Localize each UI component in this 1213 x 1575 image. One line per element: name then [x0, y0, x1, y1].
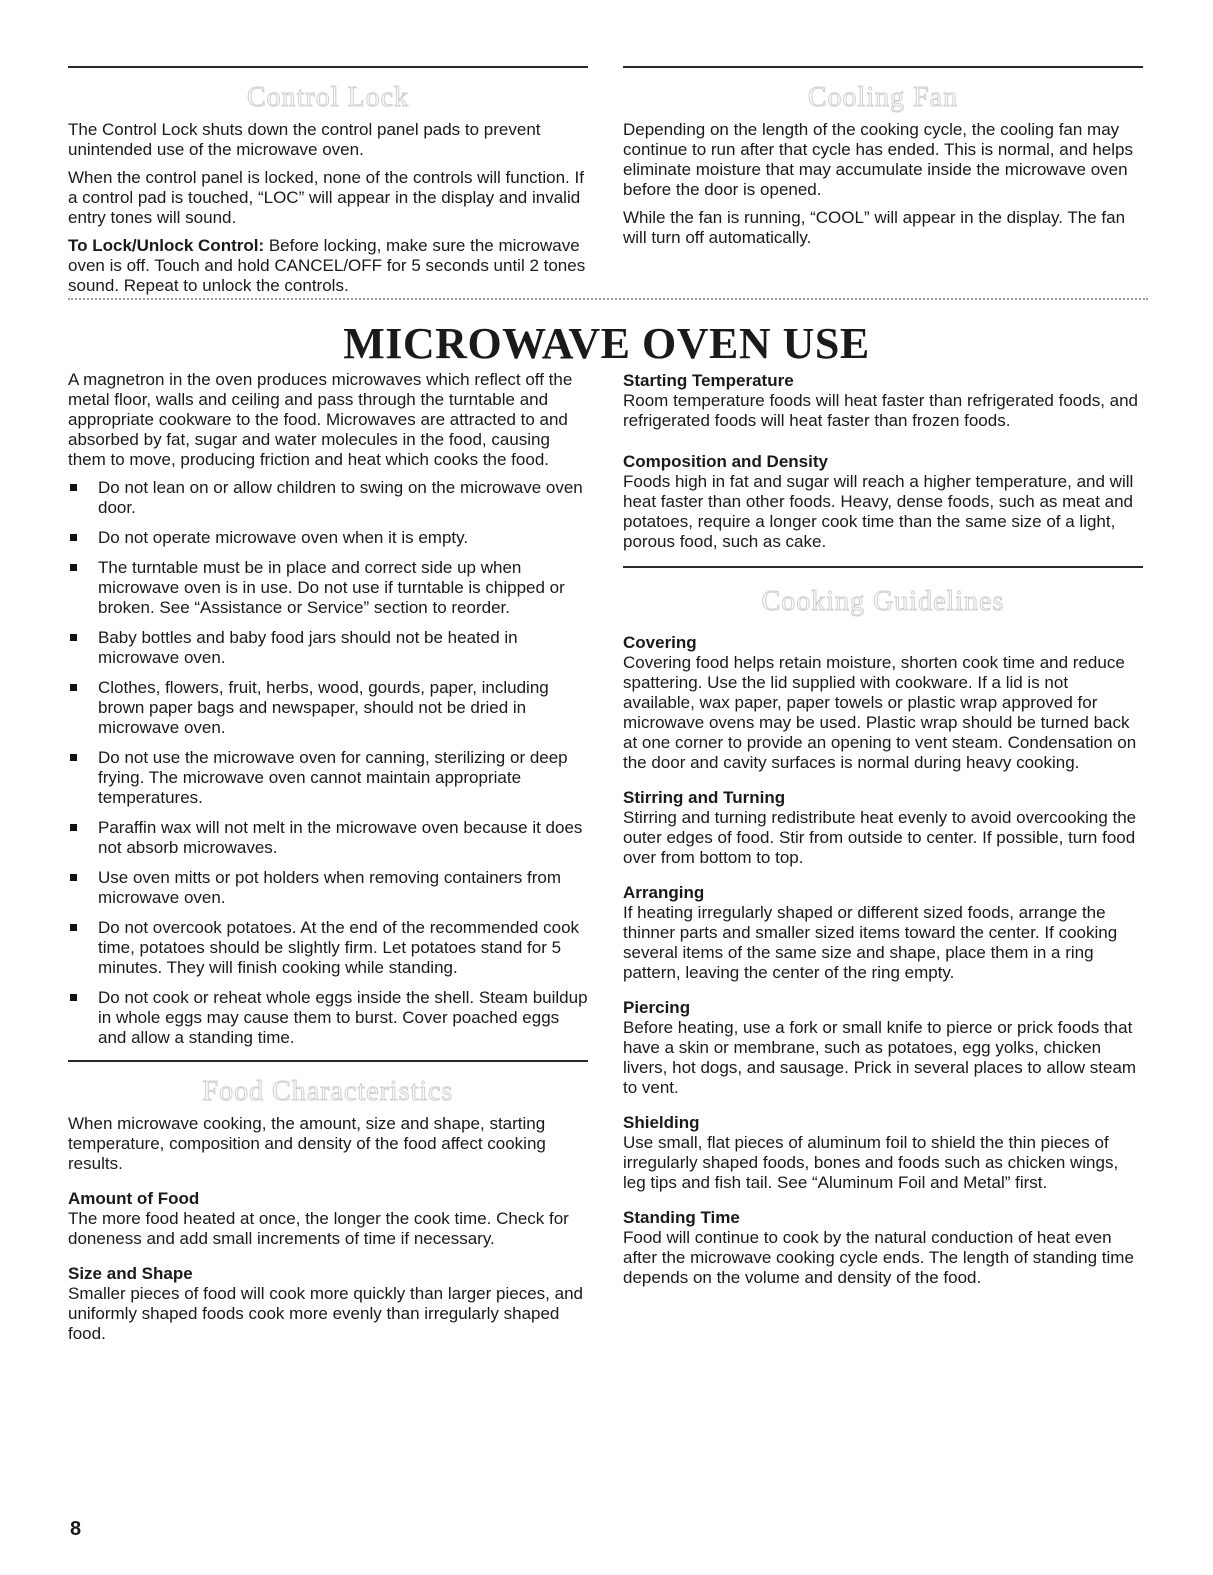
bullet-icon	[70, 924, 77, 931]
cooling-fan-section	[623, 66, 1143, 256]
amount-of-food-text: The more food heated at once, the longer the cook time. Check for doneness and add small increments of time if necessary.	[68, 1209, 569, 1248]
bullet-icon	[70, 534, 77, 541]
safety-list	[68, 478, 588, 1048]
amount-of-food-title: Amount of Food	[68, 1189, 200, 1208]
list-item-text: Do not operate microwave oven when it is empty.	[98, 528, 469, 547]
covering-title: Covering	[623, 633, 697, 652]
list-item-text: Baby bottles and baby food jars should not be heated in microwave oven.	[98, 628, 518, 667]
shielding-title: Shielding	[623, 1113, 700, 1132]
control-lock-paragraph: The Control Lock shuts down the control panel pads to prevent unintended use of the microwave oven.	[68, 120, 541, 159]
shielding-block	[623, 1112, 1143, 1193]
section-rule	[623, 566, 1143, 568]
piercing-title: Piercing	[623, 998, 691, 1017]
starting-temperature-text: Room temperature foods will heat faster than refrigerated foods, and refrigerated foods will heat faster than frozen foods.	[623, 391, 1139, 430]
lock-unlock-instructions	[68, 236, 588, 296]
stirring-turning-block	[623, 787, 1143, 868]
page-number: 8	[70, 1518, 82, 1540]
right-column	[623, 370, 1143, 1302]
list-item	[68, 628, 588, 668]
control-lock-heading: Control Lock	[246, 82, 410, 113]
list-item-text: Do not use the microwave oven for canning, sterilizing or deep frying. The microwave oven cannot maintain appropriate temperatures.	[98, 748, 568, 807]
cooling-fan-paragraph: Depending on the length of the cooking cycle, the cooling fan may continue to run after that cycle has ended. This is normal, and helps eliminate moisture that may accumulate inside the microwave oven before the door is opened.	[623, 120, 1133, 199]
composition-density-block	[623, 451, 1143, 552]
list-item	[68, 868, 588, 908]
standing-time-title: Standing Time	[623, 1208, 740, 1227]
list-item	[68, 748, 588, 808]
starting-temperature-block	[623, 370, 1143, 431]
size-shape-text: Smaller pieces of food will cook more quickly than larger pieces, and uniformly shaped foods cook more evenly than irregularly shaped food.	[68, 1284, 583, 1343]
list-item-text: Use oven mitts or pot holders when removing containers from microwave oven.	[98, 868, 561, 907]
cooking-guidelines-heading: Cooking Guidelines	[761, 586, 1005, 617]
size-shape-block	[68, 1263, 588, 1344]
list-item	[68, 478, 588, 518]
bullet-icon	[70, 484, 77, 491]
list-item	[68, 528, 588, 548]
bullet-icon	[70, 754, 77, 761]
control-lock-paragraph: When the control panel is locked, none of the controls will function. If a control pad is touched, “LOC” will appear in the display and invalid entry tones will sound.	[68, 168, 584, 227]
list-item-text: Paraffin wax will not melt in the microwave oven because it does not absorb microwaves.	[98, 818, 583, 857]
standing-time-block	[623, 1207, 1143, 1288]
bullet-icon	[70, 874, 77, 881]
food-characteristics-intro: When microwave cooking, the amount, size and shape, starting temperature, composition and density of the food affect cooking results.	[68, 1114, 546, 1173]
dotted-divider	[68, 298, 1148, 300]
page-title: MICROWAVE OVEN USE	[343, 319, 870, 368]
section-rule	[68, 1060, 588, 1062]
list-item-text: The turntable must be in place and correct side up when microwave oven is in use. Do not use if turntable is chipped or broken. See “Assistance or Service” section to reorder.	[98, 558, 565, 617]
standing-time-text: Food will continue to cook by the natural conduction of heat even after the microwave cooking cycle ends. The length of standing time depends on the volume and density of the food.	[623, 1228, 1134, 1287]
food-characteristics-heading: Food Characteristics	[202, 1076, 454, 1107]
bullet-icon	[70, 564, 77, 571]
intro-paragraph: A magnetron in the oven produces microwaves which reflect off the metal floor, walls and ceiling and pass through the turntable and appropriate cookware to the food. Microwaves are attracted to and absorbed by fat, sugar and water molecules in the food, causing them to move, producing friction and heat which cooks the food.	[68, 370, 573, 469]
control-lock-section	[68, 66, 588, 304]
bullet-icon	[70, 994, 77, 1001]
covering-block	[623, 632, 1143, 773]
covering-text: Covering food helps retain moisture, shorten cook time and reduce spattering. Use the lid supplied with cookware. If a lid is not available, wax paper, paper towels or plastic wrap approved for microwave ovens may be used. Plastic wrap should be turned back at one corner to provide an opening to vent steam. Condensation on the door and cavity surfaces is normal during heavy cooking.	[623, 653, 1137, 772]
amount-of-food-block	[68, 1188, 588, 1249]
cooling-fan-paragraph: While the fan is running, “COOL” will appear in the display. The fan will turn off automatically.	[623, 208, 1126, 247]
cooling-fan-heading: Cooling Fan	[807, 82, 959, 113]
lock-unlock-label: To Lock/Unlock Control:	[68, 236, 265, 255]
section-rule	[68, 66, 588, 68]
size-shape-title: Size and Shape	[68, 1264, 193, 1283]
bullet-icon	[70, 634, 77, 641]
arranging-title: Arranging	[623, 883, 705, 902]
list-item	[68, 918, 588, 978]
stirring-turning-title: Stirring and Turning	[623, 788, 786, 807]
list-item	[68, 678, 588, 738]
lock-unlock-text: Before locking, make sure the microwave oven is off. Touch and hold CANCEL/OFF for 5 seconds until 2 tones sound. Repeat to unlock the controls.	[68, 236, 586, 295]
piercing-block	[623, 997, 1143, 1098]
bullet-icon	[70, 824, 77, 831]
composition-density-text: Foods high in fat and sugar will reach a higher temperature, and will heat faster than other foods. Heavy, dense foods, such as meat and potatoes, require a longer cook time than the same size of a light, porous food, such as cake.	[623, 472, 1134, 551]
list-item-text: Clothes, flowers, fruit, herbs, wood, gourds, paper, including brown paper bags and newspaper, should not be dried in microwave oven.	[98, 678, 549, 737]
list-item-text: Do not cook or reheat whole eggs inside the shell. Steam buildup in whole eggs may cause them to burst. Cover poached eggs and allow a standing time.	[98, 988, 588, 1047]
list-item	[68, 818, 588, 858]
left-column	[68, 370, 588, 1358]
list-item-text: Do not overcook potatoes. At the end of the recommended cook time, potatoes should be slightly firm. Let potatoes stand for 5 minutes. They will finish cooking while standing.	[98, 918, 580, 977]
section-rule	[623, 66, 1143, 68]
list-item	[68, 558, 588, 618]
composition-density-title: Composition and Density	[623, 452, 828, 471]
list-item-text: Do not lean on or allow children to swing on the microwave oven door.	[98, 478, 583, 517]
shielding-text: Use small, flat pieces of aluminum foil to shield the thin pieces of irregularly shaped foods, bones and foods such as chicken wings, leg tips and fish tail. See “Aluminum Foil and Metal” first.	[623, 1133, 1119, 1192]
piercing-text: Before heating, use a fork or small knife to pierce or prick foods that have a skin or membrane, such as potatoes, egg yolks, chicken livers, hot dogs, and sausage. Prick in several places to allow steam to vent.	[623, 1018, 1137, 1097]
stirring-turning-text: Stirring and turning redistribute heat evenly to avoid overcooking the outer edges of food. Stir from outside to center. If possible, turn food over from bottom to top.	[623, 808, 1137, 867]
bullet-icon	[70, 684, 77, 691]
list-item	[68, 988, 588, 1048]
arranging-block	[623, 882, 1143, 983]
starting-temperature-title: Starting Temperature	[623, 371, 794, 390]
arranging-text: If heating irregularly shaped or different sized foods, arrange the thinner parts and smaller sized items toward the center. If cooking several items of the same size and shape, place them in a ring pattern, leaving the center of the ring empty.	[623, 903, 1118, 982]
